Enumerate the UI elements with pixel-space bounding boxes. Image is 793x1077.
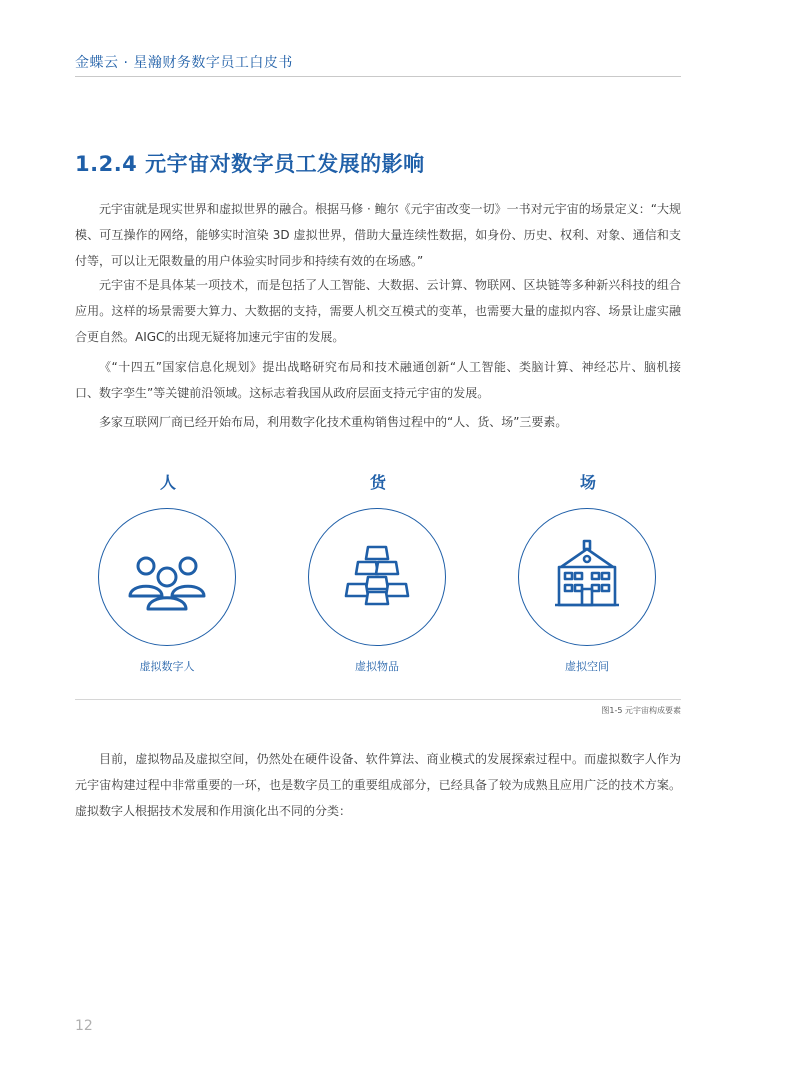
paragraph-policy: 《“十四五”国家信息化规划》提出战略研究布局和技术融通创新“人工智能、类脑计算、神经芯片、脑机接口、数字孪生”等关键前沿领域。这标志着我国从政府层面支持元宇宙的发展。	[75, 360, 681, 400]
element-circle	[518, 508, 656, 646]
building-icon	[547, 537, 627, 617]
element-space	[518, 470, 658, 673]
element-circle	[98, 508, 236, 646]
stacked-goods-icon	[337, 537, 417, 617]
figure-caption: 图1-5 元宇宙构成要素	[601, 706, 681, 715]
paragraph-metaverse-technologies: 元宇宙不是具体某一项技术，而是包括了人工智能、大数据、云计算、物联网、区块链等多种新兴科技的组合应用。这样的场景需要大算力、大数据的支持，需要人机交互模式的变革，也需要大量的虚拟内容、场景让虚实融合更自然。AIGC的出现无疑将加速元宇宙的发展。	[75, 278, 681, 344]
element-heading: 场	[579, 473, 596, 492]
element-caption: 虚拟物品	[355, 660, 399, 673]
page-number: 12	[75, 1018, 93, 1034]
figure-divider	[75, 699, 681, 700]
paragraph-virtual-human: 目前，虚拟物品及虚拟空间，仍然处在硬件设备、软件算法、商业模式的发展探索过程中。而虚拟数字人作为元宇宙构建过程中非常重要的一环，也是数字员工的重要组成部分，已经具备了较为成熟且应用广泛的技术方案。虚拟数字人根据技术发展和作用演化出不同的分类：	[75, 752, 681, 818]
element-goods	[308, 470, 448, 673]
element-circle	[308, 508, 446, 646]
paragraph-three-elements: 多家互联网厂商已经开始布局，利用数字化技术重构销售过程中的“人、货、场”三要素。	[99, 415, 568, 429]
header-title: 金蝶云 · 星瀚财务数字员工白皮书	[75, 55, 293, 71]
element-people	[98, 470, 238, 673]
element-heading: 人	[159, 473, 176, 492]
element-heading: 货	[369, 473, 386, 492]
paragraph-metaverse-definition: 元宇宙就是现实世界和虚拟世界的融合。根据马修 · 鲍尔《元宇宙改变一切》一书对元宇宙的场景定义：“大规模、可互操作的网络，能够实时渲染 3D 虚拟世界，借助大量连续性数据，如身份、历史、权利、对象、通信和支付等，可以让无限数量的用户体验实时同步和持续有效的在场感。”	[75, 202, 681, 268]
element-caption: 虚拟数字人	[139, 660, 195, 673]
element-caption: 虚拟空间	[565, 660, 609, 673]
header-divider	[75, 76, 681, 77]
section-title: 1.2.4 元宇宙对数字员工发展的影响	[75, 152, 425, 176]
people-group-icon	[127, 537, 207, 617]
